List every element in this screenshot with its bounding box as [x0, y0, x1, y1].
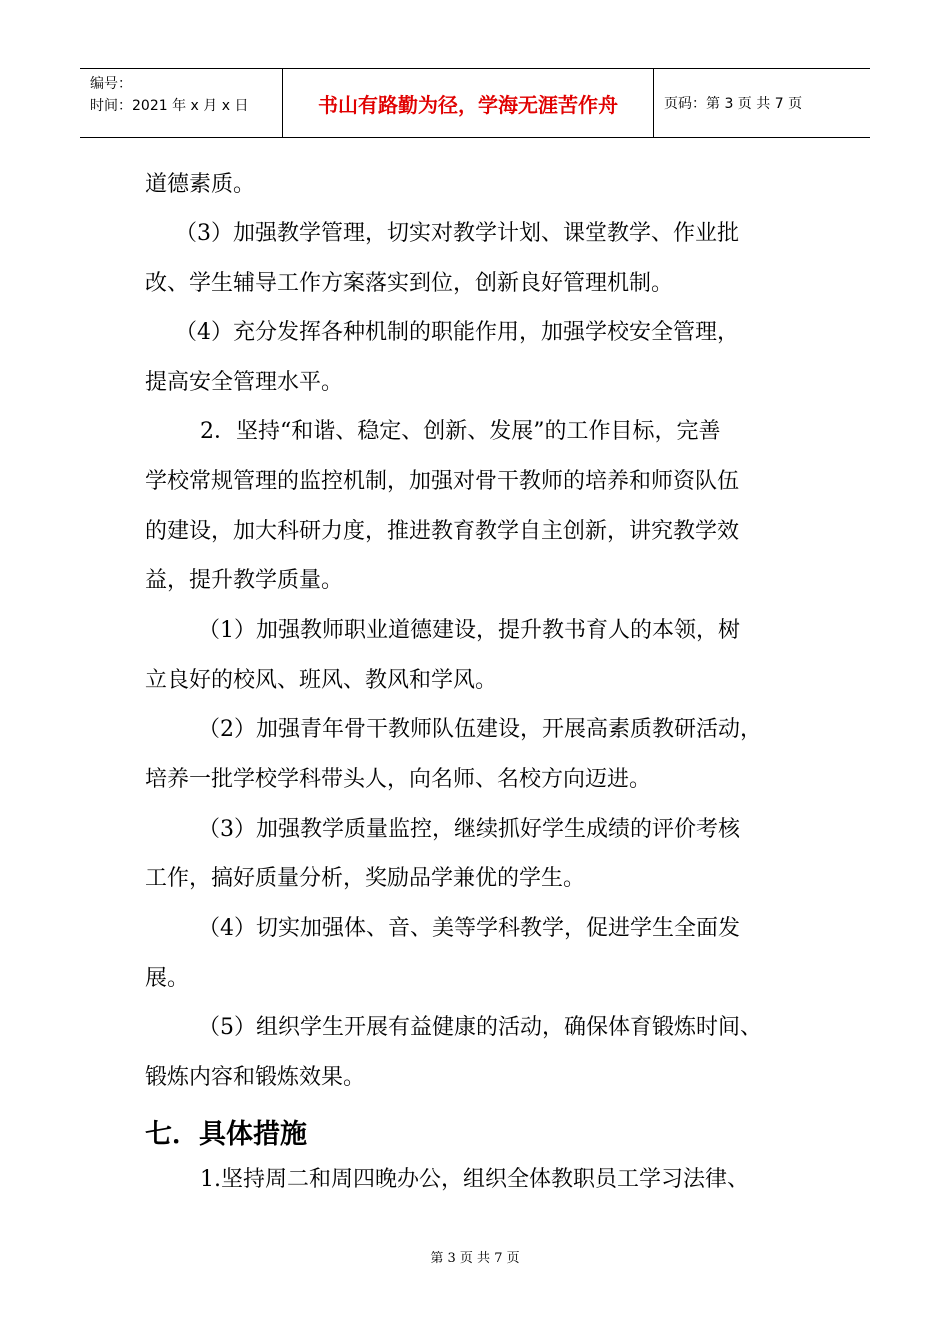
text-line: （4）切实加强体、音、美等学科教学，促进学生全面发 [198, 916, 740, 941]
text-line: 展。 [145, 966, 190, 991]
text-line: 学校常规管理的监控机制，加强对骨干教师的培养和师资队伍 [145, 469, 740, 494]
document-number: 编号： [90, 76, 132, 92]
text-line: （3）加强教学管理，切实对教学计划、课堂教学、作业批 [175, 221, 739, 246]
text-line: 2．坚持“和谐、稳定、创新、发展”的工作目标，完善 [200, 419, 721, 444]
text-line: 锻炼内容和锻炼效果。 [145, 1065, 366, 1090]
section-heading: 七．具体措施 [145, 1119, 307, 1150]
document-date: 时间：2021 年 x 月 x 日 [90, 98, 249, 114]
text-line: 益，提升教学质量。 [145, 568, 344, 593]
text-line: （2）加强青年骨干教师队伍建设，开展高素质教研活动， [198, 717, 762, 742]
text-line: （1）加强教师职业道德建设，提升教书育人的本领，树 [198, 618, 740, 643]
text-line: （3）加强教学质量监控，继续抓好学生成绩的评价考核 [198, 817, 740, 842]
header-page-info: 页码：第 3 页 共 7 页 [664, 96, 803, 112]
text-line: 培养一批学校学科带头人，向名师、名校方向迈进。 [145, 767, 652, 792]
header-meta [80, 69, 282, 137]
header-motto: 书山有路勤为径，学海无涯苦作舟 [282, 69, 654, 137]
text-line: 提高安全管理水平。 [145, 370, 344, 395]
text-line: 工作，搞好质量分析，奖励品学兼优的学生。 [145, 866, 586, 891]
text-line: 1.坚持周二和周四晚办公，组织全体教职员工学习法律、 [200, 1167, 749, 1192]
text-line: 的建设，加大科研力度，推进教育教学自主创新，讲究教学效 [145, 519, 740, 544]
text-line: 改、学生辅导工作方案落实到位，创新良好管理机制。 [145, 271, 674, 296]
page-footer: 第 3 页 共 7 页 [430, 1251, 520, 1266]
text-line: 立良好的校风、班风、教风和学风。 [145, 668, 498, 693]
text-line: （5）组织学生开展有益健康的活动，确保体育锻炼时间、 [198, 1015, 762, 1040]
text-line: （4）充分发挥各种机制的职能作用，加强学校安全管理， [175, 320, 739, 345]
page-header [80, 68, 870, 138]
text-line: 道德素质。 [145, 172, 256, 197]
